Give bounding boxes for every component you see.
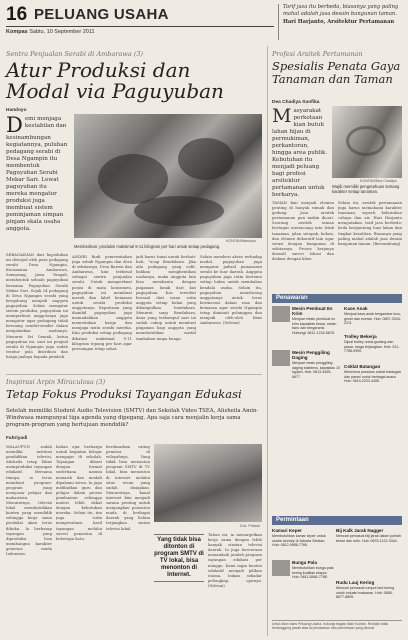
penawaran-ad: Trolley Bekerja Dijual trolley untuk gudang dan pasar, harga terjangkau. Hub: 021-7788-9900. xyxy=(344,334,400,354)
penawaran-ad: Kaos Anak Menjual kaos anak bergambar lucu, grosir dan eceran. Hub: 0857-3344-2211. xyxy=(344,306,401,326)
article3-col2: Selain itu, arsitek pertamanan juga harus memahami karakter tanaman, seperti kebutuhan cahaya dan air. Hari Harjanto mengatakan, tarif jasa berbeda-beda bergantung luas lahan dan tingkat kesulitan. Biasanya yang paling mahal adalah jasa desain bangunan taman. (Bersambung) xyxy=(338,200,402,246)
article1-byline: Handoyo xyxy=(6,108,27,113)
issue-line xyxy=(6,29,95,35)
header-quote xyxy=(278,4,402,40)
article2-photo-credit: Dok. Pribadi xyxy=(240,524,260,528)
ad-photo xyxy=(272,560,290,576)
article-divider xyxy=(6,374,262,375)
permintaan-ad: Bij Kalk Jarak Nagger Mencari pemasok biji jarak dalam jumlah besar dan rutin. Hub: 0878-1122-3344. xyxy=(336,528,401,543)
article1-lead-text: emi menjaga kestabilan dan kesinambungan kegiatannya, puluhan pedagang serabi di Desa Ngampin itu membentuk Paguyuban Serabi Mekar Sari. Lewat paguyuban itu mereka mengatur produksi juga membuat sistem peminjaman simpan pinjam skala usaha anggota. xyxy=(6,116,68,232)
permintaan-header: Permintaan xyxy=(272,516,402,525)
penawaran-header: Penawaran xyxy=(272,294,402,303)
page-header xyxy=(6,4,402,42)
article1-col3: jadi harus tunai untuk berhati-hati, "ucap Bendahara. Jika ada pedagang yang sulit, bahkan menghentikan usahanya, maka anggota lain bisa membantu dengan pinjaman lunak dari kas paguyuban. Kas tersebut berasal dari iuran rutin anggota setiap bulan yang dikumpulkan bendahara. Menurut sang Bendahara, dana yang terkumpul saat ini sudah cukup untuk memberi pinjaman bagi anggota yang membutuhkan modal tambahan tanpa bunga. xyxy=(136,254,196,341)
article3-byline: Dea Chadiya Sunfika xyxy=(272,100,320,105)
article3-lead xyxy=(272,105,328,199)
quote-text: Tarif jasa itu berbeda, biasanya yang paling mahal adalah jasa desain bangunan taman. xyxy=(283,4,399,18)
header-rule xyxy=(6,26,274,27)
permintaan-ad: Kamari Keper Membutuhkan kamar keper untuk usaha laundry di Jakarta Selatan. Hub: 0812-9988-7766. xyxy=(272,528,326,548)
article1-kicker: Sentra Penjualan Serabi di Ambarawa (3) xyxy=(6,50,144,58)
issue-date: Sabtu, 10 September 2011 xyxy=(29,29,95,35)
article1-photo-credit: KONTAN/Handoyo xyxy=(226,239,257,243)
article2-headline: Tetap Fokus Produksi Tayangan Edukasi xyxy=(6,387,242,401)
article2-col4: Tahun ini, ia menargetkan kerja sama dengan lebih banyak stasiun televisi daerah. Ia juga berencana menambah jumlah program tayangan edukasi per minggu. Kami ingin konten edukatif menjadi pilihan utama, bukan sekadar pelengkap, ujarnya. (Selesai) xyxy=(208,532,262,588)
ad-photo xyxy=(272,306,290,322)
article2-col1: WALAUPUN sudah memiliki institusi pendidikan televisi, Alisheila tetap fokus memproduksi tayangan edukatif. Bersama timnya, ia terus membuat program-program yang menyasar pelajar dan mahasiswa. Menurutnya, televisi lokal membutuhkan konten yang mendidik sehingga kerja sama produksi akan terus dibuka. Ia berharap tayangan yang diproduksi bisa membangun karakter generasi muda Indonesia. xyxy=(6,444,52,556)
penawaran-ad: Coklat Batangan Menerima pesanan coklat batangan dan parsel untuk berbagai acara. Hub: 0819-2233-4455. xyxy=(344,364,402,384)
article2-photo xyxy=(154,444,262,522)
article2-pull-quote: Yang tidak bisa ditonton di program SMTV di TV lokal, bisa menonton di Internet. xyxy=(154,534,204,582)
article1-col4: Selain memberi akses terhadap modal, paguyuban juga mengatur jadwal pemasaran serabi ke luar daerah. Anggota paguyuban juga rutin bertemu setiap bulan untuk membahas kendala usaha. Selain itu, paguyuban mendorong anggotanya untuk terus berinovasi dalam rasa dan kemasan agar serabi Ngampin tetap diminati pelanggan dan menjadi oleh-oleh khas Ambarawa. (Selesai) xyxy=(200,254,262,326)
quote-author: Hari Harjanto, Arsitektur Pertamanan xyxy=(283,19,395,26)
article3-lead-text: asyarakat perkotaan kian butuh lahan hijau di permukiman, perkantoran, hingga area publik. Kebutuhan itu menjadi peluang bagi profesi arsitektur pertamanan untuk berkarya. xyxy=(272,108,328,198)
article2-byline: Fahriyadi xyxy=(6,436,28,441)
article1-col1: SEBAGAIMAN dari kepedulian ini diwujud oleh para pedagang serabi Desa Ngampin, Kecamatan Ambarawa, Semarang, Jawa Tengah, membentuk sebuah paguyuban bernama Paguyuban Serabi Mekar Sari. Sejak 24 pedagang di Desa Ngampin serabi yang bergabung menjadi anggota paguyuban. Selain mengatur sistem produksi, paguyuban ini memperkuat anggotanya juga mengatur agar pedagang tidak bersaing sendiri-sendiri dalam menjalankan usahanya. Menurut Sri Gemah, ketua paguyuban ini, saat ini penjual serabi di Ngampin juga sudah teratur pola distribusi dan harga jualnya kepada pembeli. xyxy=(6,252,68,359)
penawaran-ad: Mesin Penggiling Daging Menjual mesin penggiling daging stainless, kapasitas 10 kg/jam. Hub: 0813-4455-6677. xyxy=(292,350,340,379)
article1-dropcap: D xyxy=(6,113,23,137)
article3-kicker: Profesi Arsitek Pertamanan xyxy=(272,50,363,58)
penawaran-ad: Mesin Pembuat Es Krim Menjual mesin pembuat es krim kapasitas besar, mesin baru dan bergaransi. Hubungi: 0812-1234-5678. xyxy=(292,306,337,335)
article1-lead xyxy=(6,113,68,233)
article3-col1: TAMAN kini menjadi elemen penting di banyak rumah dan gedung. Jasa arsitek pertamanan pun makin dicari. Seorang arsitek taman bertugas merancang tata letak tanaman, jalan setapak, kolam, dan elemen dekoratif lain agar serasi dengan bangunan di sekitarnya. Proses kerjanya diawali survei lokasi dan diskusi dengan klien. xyxy=(272,200,334,262)
article3-photo-credit: KONTAN/Dea Chadiya xyxy=(360,179,397,183)
paper-name: Kompas xyxy=(6,29,28,35)
article3-dropcap: M xyxy=(272,105,292,127)
article3-caption: Wajib memiliki pengetahuan tentang karakter setiap tanaman. xyxy=(332,184,400,194)
article2-kicker: Inspirasi Arpin Miraculosa (3) xyxy=(6,378,106,386)
section-title: PELUANG USAHA xyxy=(34,6,169,23)
permintaan-ad: Bunga Pala Membutuhkan bunga pala kering kualitas ekspor. Hub: 0811-5566-7788. xyxy=(292,560,334,580)
article1-headline: Atur Produksi dan Modal via Paguyuban xyxy=(6,58,224,103)
article3-headline: Spesialis Penata Gaya Tanaman dan Taman xyxy=(272,59,401,86)
page-number: 16 xyxy=(6,4,28,25)
article1-photo xyxy=(74,114,262,238)
ad-photo xyxy=(272,350,290,366)
article3-photo xyxy=(332,106,402,178)
article1-caption: Memberikan: produksi maksimal 9-11 kilogram per hari untuk setiap pedagang. xyxy=(74,244,221,249)
article2-col3: berdasarkan rating pemirsa di wilayahnya. Yang tidak bisa menonton program SMTV di TV lokal, bisa menonton di internet melalui situs resmi yang sudah disiapkan. Menurutnya, kanal internet kini menjadi sarana penting untuk menjangkau penonton muda di berbagai daerah yang belum terjangkau siaran televisi lokal. xyxy=(106,444,150,531)
classified-footer: Untuk iklan baris Peluang Usaha, hubungi bagian iklan Kontan. Redaksi tidak bertanggung jawab atas isi penawaran dan permintaan yang dimuat. xyxy=(272,620,402,630)
column-divider xyxy=(267,46,268,636)
article2-col2: bahan ajar berharga untuk kegiatan belajar mengajar di sekolah. Tayangan dibuat dengan format sederhana namun menarik dan mudah dipahami siswa. Ia juga melibatkan guru dan pelajar dalam proses pembuatan sehingga materi lebih dekat dengan kebutuhan mereka. Selain itu, tim juga rutin mengevaluasi hasil tayangan melalui survei penonton di beberapa kota. xyxy=(56,444,102,541)
permintaan-ad: Rudu Lauj Kering Mencari pemasok rumput laut kering untuk industri makanan. Hub: 0856-6677-8899. xyxy=(336,580,395,600)
article1-col2: ANDIRI Budi pemerintahan juga sebab Ngampin dan desa di sekitarnya, Desa Bawen dan Ambarawa, kini terkenal sebagai sentra penjualan serabi. Untuk memperkuat posisi di mata konsumen, paguyuban ini membuat merek dan label kemasan untuk serabi produksi anggotanya. Keputusan yang diambil paguyuban juga memudahkan anggota menentukan harga dan menjaga mutu serabi mereka. Kini produksi setiap pedagang dibatasi maksimal 9-11 kilogram tepung per hari agar persaingan tetap sehat. xyxy=(72,254,132,351)
article2-intro: Setelah memiliki Student Audio Television (SMTV) dan Sekolah Video TSEA, Alisheila Amin-Windwasa mempunyai tiga agenda yang dipegang. Apa saja cara menjalin kerja sama program-program yang bertujuan mendidik? xyxy=(6,408,259,428)
